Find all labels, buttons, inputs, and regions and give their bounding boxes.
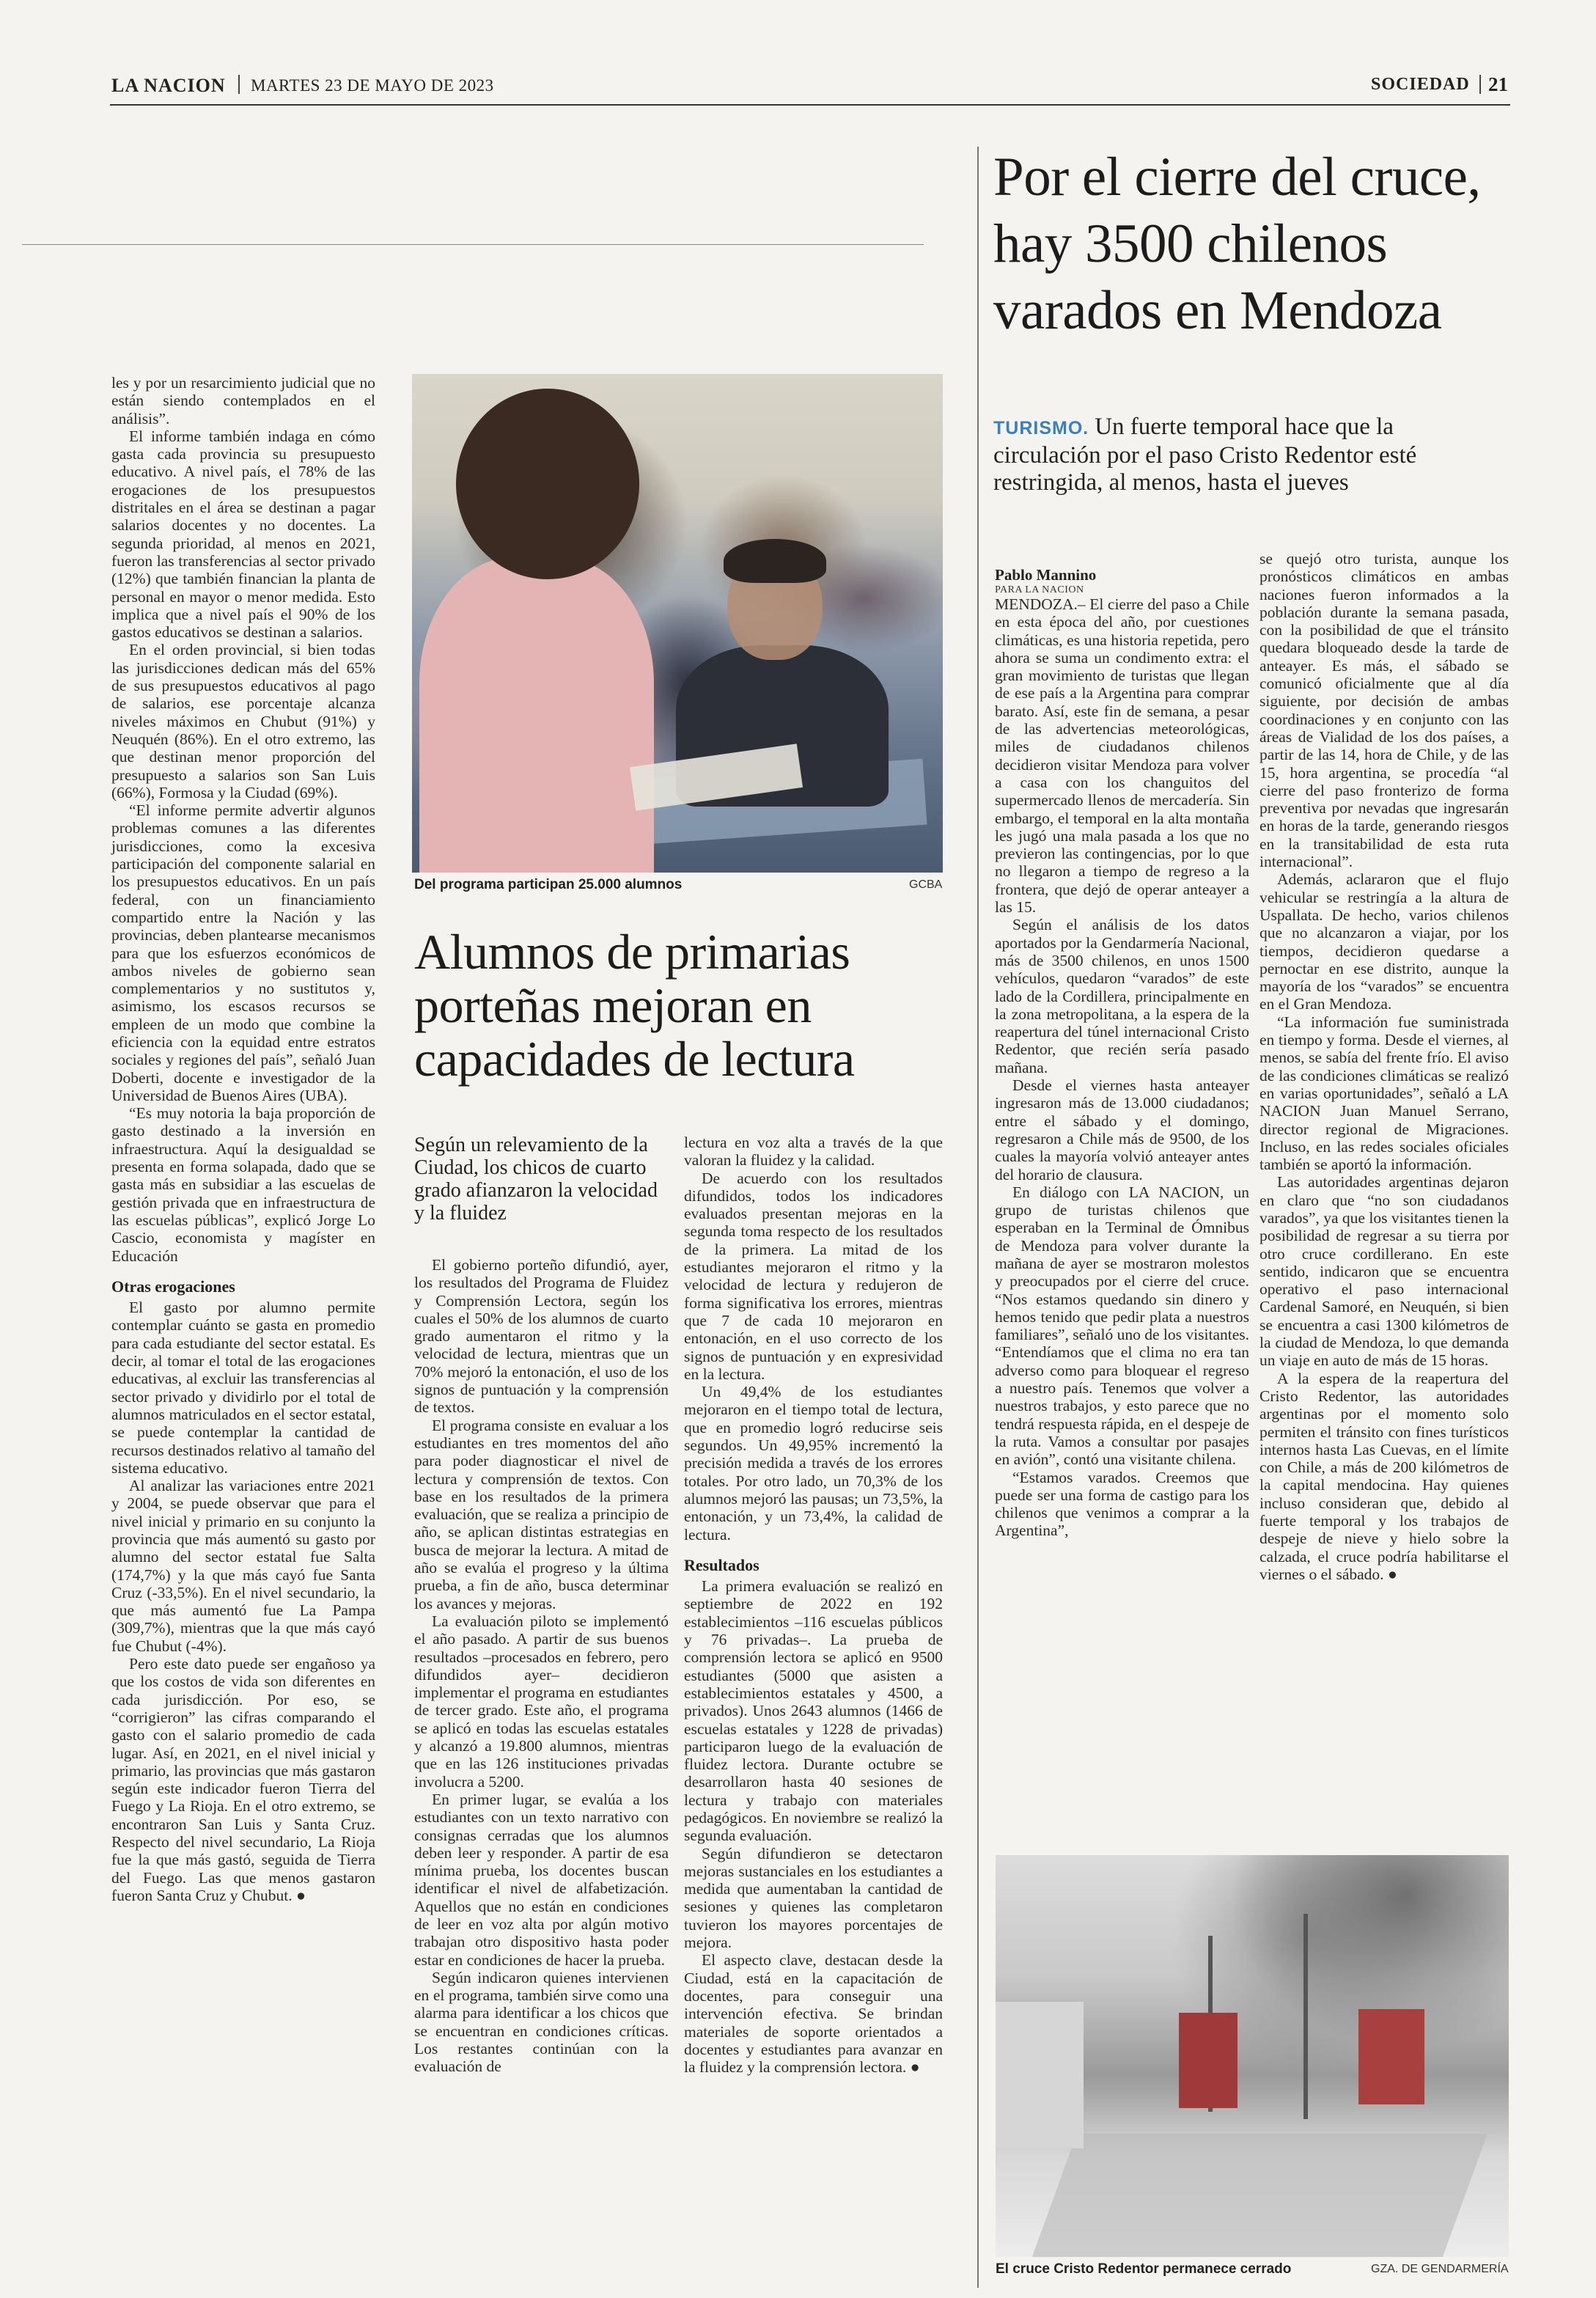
article-paragraph: “Es muy notoria la baja proporción de gasto destinado a la inversión en infraestructura. Aquí la desigualdad se presenta en forma solapada, dado que se gasta más en subsidiar a las escuelas de gestión privada que en infraestructura de las escuelas públicas”, explicó Jorge Lo Cascio, economista y magíster en Educación: [111, 1104, 375, 1265]
article-paragraph: De acuerdo con los resultados difundidos, todos los indicadores evaluados presentan mejoras en la segunda toma respecto de los resultados de la primera. La mitad de los estudiantes mejoraron el ritmo y la velocidad de lectura y redujeron de forma significativa los errores, mientras que 7 de cada 10 mejoraron en entonación, en el uso correcto de los signos de puntuación y en expresividad en la lectura.: [684, 1169, 943, 1383]
article-paragraph: El informe también indaga en cómo gasta cada provincia su presupuesto educativo. A nivel país, el 78% de las erogaciones de los presupuestos distritales en el área se destinan a pagar salarios docentes y no docentes. La segunda prioridad, al menos en 2021, fueron las transferencias al sector privado (12%) que también financian la planta de personal en mayor o menor medida. Esto implica que a nivel país el 90% de los gastos educativos se destinan a salarios.: [111, 427, 375, 642]
photo-shape: [724, 539, 826, 583]
article-paragraph: La primera evaluación se realizó en septiembre de 2022 en 192 establecimientos –116 escuelas públicos y 76 privadas–. La prueba de comprensión lectora se aplicó en 9500 estudiantes (5000 que asisten a establecimientos estatales y 4500, a privados). Unos 2643 alumnos (1466 de escuelas estatales y 1228 de privadas) participaron luego de la evaluación de fluidez lectora. Durante octubre se desarrollaron hasta 40 sesiones de lectura y trabajo con materiales pedagógicos. En noviembre se realizó la segunda evaluación.: [684, 1577, 943, 1845]
article-paragraph: se quejó otro turista, aunque los pronósticos climáticos en ambas naciones fueron informados a la población durante la semana pasada, con la posibilidad de que el tránsito quedara bloqueado desde la tarde de anteayer. Es más, el sábado se comunicó oficialmente que al día siguiente, por decisión de ambas coordinaciones y en conjunto con las áreas de Vialidad de los dos países, a partir de las 14, hora de Chile, y de las 15, hora argentina, se procedía “al cierre del paso fronterizo de forma preventiva por nevadas que ingresarán en horas de la tarde, generando riesgos en la transitabilidad de esta ruta internacional”.: [1259, 550, 1509, 871]
photo-shape: [419, 557, 654, 873]
photo-shape: [1179, 2013, 1238, 2108]
center-article-column-2: [684, 1134, 943, 2076]
right-article-column-2: [1259, 550, 1509, 1583]
article-paragraph: Además, aclararon que el flujo vehicular se restringía a la altura de Uspallata. De hecho, varios chilenos que no alcanzaron a viajar, por los tiempos, decidieron quedarse a pernoctar en ese distrito, aunque la mayoría de los “varados” se encuentra en el Gran Mendoza.: [1259, 870, 1509, 1013]
photo-credit: GZA. DE GENDARMERÍA: [1371, 2263, 1509, 2275]
article-headline: Por el cierre del cruce, hay 3500 chilenos varados en Mendoza: [993, 147, 1481, 341]
article-paragraph: La evaluación piloto se implementó el año pasado. A partir de sus buenos resultados –procesados en febrero, pero difundidos ayer– decidieron implementar el programa en estudiantes de tercer grado. Este año, el programa se aplicó en todas las escuelas estatales y alcanzó a 19.800 alumnos, mientras que en las 126 instituciones privadas involucra a 5200.: [414, 1612, 669, 1791]
article-paragraph: Un 49,4% de los estudiantes mejoraron en el tiempo total de lectura, que en promedio logró reducirse seis segundos. Un 49,95% incrementó la precisión medida a través de los errores totales. Por otro lado, un 70,3% de los alumnos mejoró las pausas; un 73,5%, la entonación, y un 73,4%, la calidad de lectura.: [684, 1383, 943, 1543]
article-paragraph: Según indicaron quienes intervienen en el programa, también sirve como una alarma para identificar a los chicos que se encuentran en condiciones críticas. Los restantes continúan con la evaluación de: [414, 1968, 669, 2076]
section-kicker: TURISMO.: [993, 418, 1089, 438]
article-paragraph: En diálogo con LA NACION, un grupo de turistas chilenos que esperaban en la Terminal de Ómnibus de Mendoza para volver durante la mañana de ayer se mostraron molestos y preocupados por el cierre del cruce. “Nos estamos quedando sin dinero y hemos tenido que pedir plata a nuestros familiares”, señaló uno de los visitantes. “Entendíamos que el clima no era tan adverso como para bloquear el regreso a nuestro país. Tenemos que volver a nuestros trabajos, y esto parece que no tendrá respuesta rápida, en el despeje de la ruta. Vamos a consultar por pasajes en avión”, contó una visitante chilena.: [995, 1183, 1249, 1469]
article-deck: [993, 414, 1507, 496]
left-article-column: [111, 374, 375, 1904]
right-article-column-1: [995, 595, 1249, 1540]
article-paragraph: MENDOZA.– El cierre del paso a Chile en esta época del año, por cuestiones climáticas, es una historia repetida, pero ahora se suma un condimento extra: el gran movimiento de turistas que llegan de ese país a la Argentina para comprar barato. Así, este fin de semana, a pesar de las advertencias meteorológicas, miles de ciudadanos chilenos decidieron visitar Mendoza para volver a casa con los changuitos del supermercado llenos de mercadería. Sin embargo, el temporal en la alta montaña les jugó una mala pasada a los que no previeron las contingencias, por lo que no llegaron a tiempo de regreso a la frontera, que dejó de operar anteayer a las 15.: [995, 595, 1249, 917]
top-divider: [22, 244, 924, 245]
byline-affiliation: PARA LA NACION: [995, 584, 1084, 595]
author-byline: Pablo Mannino: [995, 566, 1097, 584]
photo-credit: GCBA: [909, 878, 943, 891]
article-paragraph: El gobierno porteño difundió, ayer, los resultados del Programa de Fluidez y Comprensión Lectora, según los cuales el 50% de los alumnos de cuarto grado aumentaron el ritmo y la velocidad de lectura, mientras que un 70% mejoró la entonación, el uso de los signos de puntuación y la comprensión de textos.: [414, 1256, 669, 1417]
article-paragraph: lectura en voz alta a través de la que valoran la fluidez y la calidad.: [684, 1134, 943, 1170]
article-subhead: Resultados: [684, 1555, 760, 1574]
article-paragraph: Pero este dato puede ser engañoso ya que los costos de vida son diferentes en cada jurisdicción. Por eso, se “corrigieron” las cifras comparando el gasto con el salario promedio de cada lugar. Así, en 2021, en el nivel inicial y primario, las provincias que más gastaron según este indicador fueron Tierra del Fuego y La Rioja. En el otro extremo, se encontraron San Luis y Santa Cruz. Respecto del nivel secundario, La Rioja fue la que más gastó, seguida de Tierra del Fuego. Las que menos gastaron fueron Santa Cruz y Chubut. ●: [111, 1655, 375, 1904]
article-paragraph: En el orden provincial, si bien todas las jurisdicciones dedican más del 65% de sus presupuestos educativos al pago de salarios, ese porcentaje alcanza niveles máximos en Chubut (91%) y Neuquén (86%). En el otro extremo, las que destinan menor proporción del presupuesto a salarios son San Luis (66%), Formosa y la Ciudad (69%).: [111, 641, 375, 801]
article-subhead: Otras erogaciones: [111, 1277, 235, 1296]
article-paragraph: En primer lugar, se evalúa a los estudiantes con un texto narrativo con consignas cerradas que los alumnos deben leer y responder. A partir de esa mínima prueba, los docentes buscan identificar el nivel de alfabetización. Aquellos que no están en condiciones de leer en voz alta por algún motivo trabajan otro dispositivo hasta poder estar en condiciones de hacer la prueba.: [414, 1790, 669, 1969]
photo-caption: El cruce Cristo Redentor permanece cerrado: [996, 2261, 1292, 2277]
article-paragraph: les y por un resarcimiento judicial que no están siendo contemplados en el análisis”.: [111, 374, 375, 427]
column-divider: [977, 147, 979, 2288]
issue-date: MARTES 23 DE MAYO DE 2023: [251, 76, 494, 95]
photo-shape: [456, 389, 639, 579]
photo-shape: [1358, 2009, 1424, 2104]
article-paragraph: Al analizar las variaciones entre 2021 y 2004, se puede observar que para el nivel inicial y primario en su conjunto la provincia que más aumentó su gasto por alumno del sector estatal fue Salta (174,7%) y la que más cayó fue Santa Cruz (-33,5%). En el nivel secundario, la que más aumentó fue La Pampa (309,7%), mientras que la que más cayó fue Chubut (-4%).: [111, 1477, 375, 1655]
header-separator: [1479, 75, 1481, 94]
border-crossing-photo: [996, 1855, 1509, 2257]
photo-shape: [1031, 2134, 1487, 2257]
header-separator: [238, 75, 240, 94]
photo-shape: [996, 2002, 1084, 2148]
article-paragraph: El programa consiste en evaluar a los estudiantes en tres momentos del año para poder diagnosticar el nivel de lectura y comprensión de textos. Con base en los resultados de la primera evaluación, que se realiza a principio de año, se aplican distintas estrategias en busca de mejorar la lectura. A mitad de año se evalúa el progreso y la última prueba, a fin de año, busca determinar los avances y mejoras.: [414, 1416, 669, 1612]
article-paragraph: El aspecto clave, destacan desde la Ciudad, está en la capacitación de docentes, para conseguir una intervención efectiva. Se brindan materiales de soporte orientados a docentes y estudiantes para avanzar en la fluidez y la comprensión lectora. ●: [684, 1951, 943, 2077]
article-paragraph: A la espera de la reapertura del Cristo Redentor, las autoridades argentinas por el momento solo permiten el tránsito con fines turísticos internos hasta Las Cuevas, en el límite con Chile, a más de 200 kilómetros de la capital mendocina. Hay quienes incluso consideran que, debido al fuerte temporal y los trabajos de despeje de nieve y hielo sobre la calzada, el cruce podría habilitarse el viernes o el sábado. ●: [1259, 1369, 1509, 1583]
article-paragraph: “Estamos varados. Creemos que puede ser una forma de castigo para los chilenos que venimos a comprar a la Argentina”,: [995, 1468, 1249, 1540]
deck-text: Un fuerte temporal hace que la circulación por el paso Cristo Redentor esté restringida, al menos, hasta el jueves: [993, 414, 1417, 496]
article-paragraph: El gasto por alumno permite contemplar cuánto se gasta en promedio para cada estudiante del sector estatal. Es decir, al tomar el total de las erogaciones educativas, al excluir las transferencias al sector privado y dividirlo por el total de alumnos matriculados en el sector estatal, se puede contemplar la cantidad de recursos destinados relativo al tamaño del sistema educativo.: [111, 1299, 376, 1477]
article-paragraph: Según el análisis de los datos aportados por la Gendarmería Nacional, más de 3500 chilenos, en unos 1500 vehículos, quedaron “varados” de este lado de la Cordillera, principalmente en la zona metropolitana, a la espera de la reapertura del túnel internacional Cristo Redentor, que recién sería pasado mañana.: [995, 916, 1249, 1076]
classroom-photo: [412, 374, 943, 873]
photo-shape: [1303, 1914, 1308, 2119]
article-deck: Según un relevamiento de la Ciudad, los chicos de cuarto grado afianzaron la velocidad y la fluidez: [414, 1134, 658, 1225]
center-article-column-1: [414, 1256, 669, 2076]
page-number: 21: [1488, 73, 1508, 95]
article-paragraph: Según difundieron se detectaron mejoras sustanciales en los estudiantes a medida que aumentaban la cantidad de sesiones y quienes las completaron tuvieron los mayores porcentajes de mejora.: [684, 1844, 943, 1952]
section-name: SOCIEDAD: [1371, 75, 1470, 94]
article-headline: Alumnos de primarias porteñas mejoran en capacidades de lectura: [414, 924, 855, 1087]
article-paragraph: “El informe permite advertir algunos problemas comunes a las diferentes jurisdicciones, como la excesiva participación del componente salarial en los presupuestos educativos. En un país federal, con un financiamiento compartido entre la Nación y las provincias, deben plantearse mecanismos para que los esfuerzos económicos de ambos niveles de gobierno sean complementarios y no sustitutos y, asimismo, los escasos recursos se empleen de un modo que combine la eficiencia con la equidad entre estratos sociales y regiones del país”, señaló Juan Doberti, docente e investigador de la Universidad de Buenos Aires (UBA).: [111, 801, 375, 1104]
article-paragraph: Las autoridades argentinas dejaron en claro que “no son ciudadanos varados”, ya que los visitantes tienen la posibilidad de regresar a su tierra por otro cruce cordillerano. En este sentido, indicaron que se encuentra operativo el paso internacional Cardenal Samoré, en Neuquén, si bien se encuentra a casi 1300 kilómetros de la ciudad de Mendoza, lo que demanda un viaje en auto de más de 15 horas.: [1259, 1173, 1509, 1370]
header-rule: [110, 104, 1510, 106]
photo-caption: Del programa participan 25.000 alumnos: [414, 877, 683, 892]
article-paragraph: “La información fue suministrada en tiempo y forma. Desde el viernes, al menos, se sabía del frente frío. El aviso de las condiciones climáticas se realizó en varias oportunidades”, señaló a LA NACION Juan Manuel Serrano, director regional de Migraciones. Incluso, en las redes sociales oficiales también se aportó la información.: [1259, 1013, 1509, 1174]
article-paragraph: Desde el viernes hasta anteayer ingresaron más de 13.000 ciudadanos; entre el sábado y el domingo, regresaron a Chile más de 9500, de los cuales la mayoría volvió anteayer antes del horario de clausura.: [995, 1076, 1249, 1183]
newspaper-brand: LA NACION: [111, 75, 226, 96]
